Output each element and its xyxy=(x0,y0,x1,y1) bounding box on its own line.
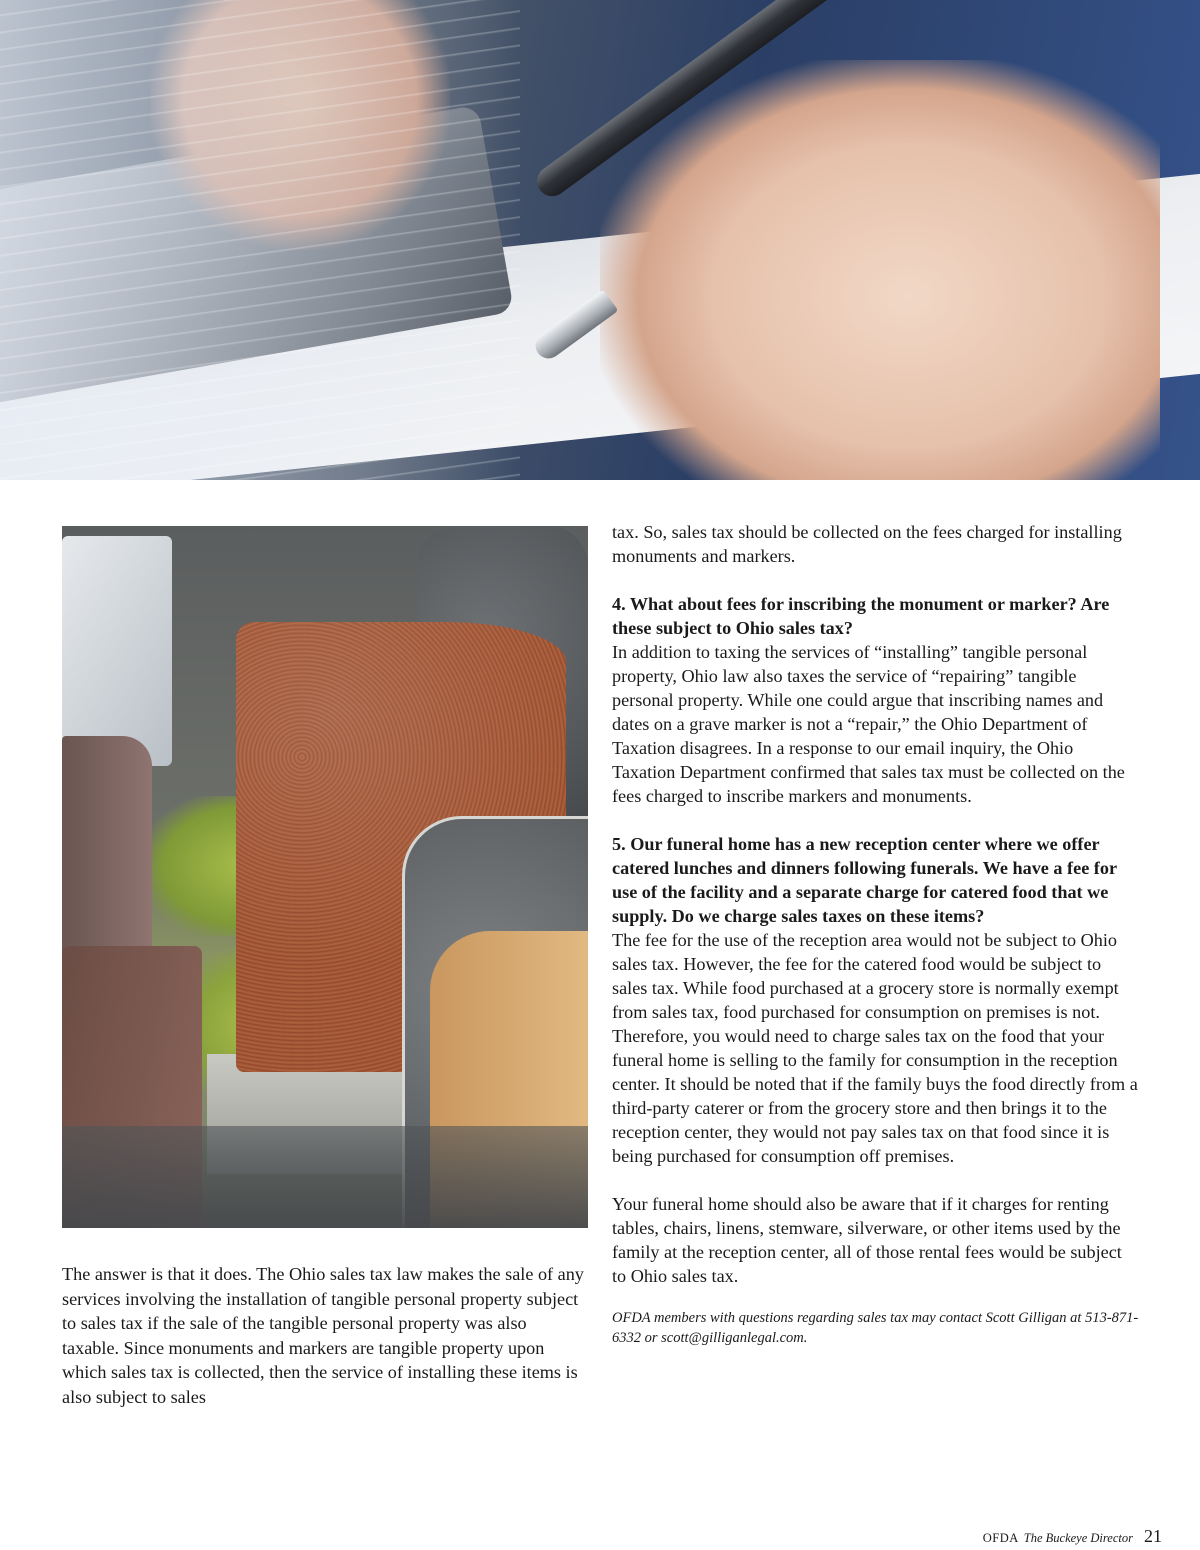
foreground-blur xyxy=(62,1126,588,1228)
page-footer xyxy=(983,1526,1162,1550)
page-number: 21 xyxy=(1144,1526,1162,1546)
footer-org: OFDA xyxy=(982,1531,1019,1545)
question-4-answer: In addition to taxing the services of “installing” tangible personal property, Ohio law also taxes the service of “repairing” tangible personal property. While one could argue that inscribing names and dates on a grave marker is not a “repair,” the Ohio Department of Taxation disagrees. In a response to our email inquiry, the Ohio Taxation Department confirmed that sales tax must be collected on the fees charged to inscribe markers and monuments. xyxy=(612,642,1125,806)
hero-photo xyxy=(0,0,1200,480)
continuation-paragraph: tax. So, sales tax should be collected on the fees charged for installing monuments and markers. xyxy=(612,522,1122,566)
hero-light-streaks xyxy=(0,0,520,480)
contact-note: OFDA members with questions regarding sales tax may contact Scott Gilligan at 513-871-6332 or scott@gilliganlegal.com. xyxy=(612,1310,1139,1346)
left-column-paragraph: The answer is that it does. The Ohio sales tax law makes the sale of any services involving the installation of tangible personal property subject to sales tax if the sale of the tangible personal property was also taxable. Since monuments and markers are tangible property upon which sales tax is collected, then the service of installing these items is also subject to sales xyxy=(62,1264,584,1407)
question-4-heading: 4. What about fees for inscribing the monument or marker? Are these subject to Ohio sales tax? xyxy=(612,594,1110,638)
question-5-block xyxy=(612,832,1140,1168)
background-stone xyxy=(62,536,172,766)
hero-right-hand xyxy=(600,60,1160,480)
right-column xyxy=(612,520,1140,1372)
cemetery-photo xyxy=(62,526,588,1228)
rental-paragraph: Your funeral home should also be aware that if it charges for renting tables, chairs, linens, stemware, silverware, or other items used by the family at the reception center, all of those rental fees would be subject to Ohio sales tax. xyxy=(612,1194,1122,1286)
question-5-heading: 5. Our funeral home has a new reception center where we offer catered lunches and dinners following funerals. We have a fee for use of the facility and a separate charge for catered food that we supply. Do we charge sales taxes on these items? xyxy=(612,834,1117,926)
footer-publication: The Buckeye Director xyxy=(1023,1531,1133,1545)
question-4-block xyxy=(612,592,1140,808)
question-5-answer: The fee for the use of the reception area would not be subject to Ohio sales tax. However, the fee for the catered food would be subject to sales tax. While food purchased at a grocery store is normally exempt from sales tax, food purchased for consumption on premises is not. Therefore, you would need to charge sales tax on the food that your funeral home is selling to the family for consumption in the reception center. It should be noted that if the family buys the food directly from a third-party caterer or from the grocery store and then brings it to the reception center, they would not pay sales tax on that food since it is being purchased for consumption off premises. xyxy=(612,930,1138,1166)
left-stone xyxy=(62,736,152,966)
